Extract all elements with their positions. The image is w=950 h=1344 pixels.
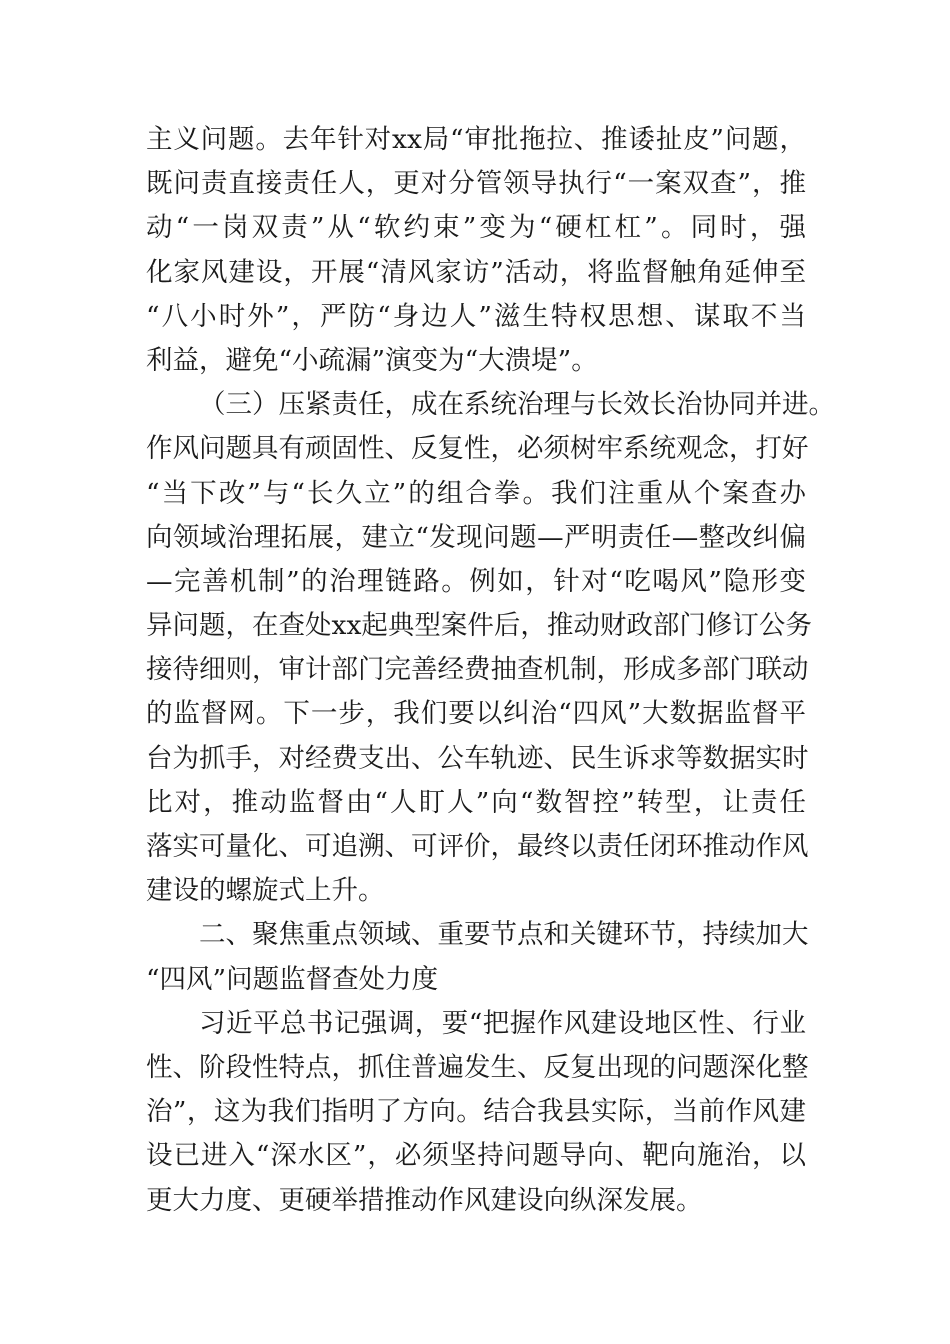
text-line: “当下改”与“长久立”的组合拳。我们注重从个案查办 xyxy=(146,477,806,509)
body-text xyxy=(146,118,835,1223)
text-line: 建设的螺旋式上升。 xyxy=(146,875,385,907)
text-line: 利益，避免“小疏漏”演变为“大溃堤”。 xyxy=(146,344,598,376)
text-line: “八小时外”，严防“身边人”滋生特权思想、谋取不当 xyxy=(146,300,806,332)
text-line: 动“一岗双责”从“软约束”变为“硬杠杠”。同时，强 xyxy=(146,212,806,244)
text-line: 主义问题。去年针对xx局“审批拖拉、推诿扯皮”问题， xyxy=(146,124,806,155)
section-heading-2: 二、聚焦重点领域、重要节点和关键环节，持续加大 xyxy=(199,919,809,951)
section-heading-3: （三）压紧责任，成在系统治理与长效长治协同并进。 xyxy=(199,389,835,421)
text-line: 习近平总书记强调，要“把握作风建设地区性、行业 xyxy=(199,1007,806,1039)
text-line: —完善机制”的治理链路。例如，针对“吃喝风”隐形变 xyxy=(146,565,806,597)
text-line: 治”，这为我们指明了方向。结合我县实际，当前作风建 xyxy=(146,1096,806,1128)
text-line: 异问题，在查处xx起典型案件后，推动财政部门修订公务 xyxy=(146,610,812,642)
text-line: 接待细则，审计部门完善经费抽查机制，形成多部门联动 xyxy=(146,654,809,686)
section-heading-2-continued: “四风”问题监督查处力度 xyxy=(146,963,439,995)
text-line: 化家风建设，开展“清风家访”活动，将监督触角延伸至 xyxy=(146,256,806,288)
text-line: 落实可量化、可追溯、可评价，最终以责任闭环推动作风 xyxy=(146,831,809,862)
text-line: 台为抓手，对经费支出、公车轨迹、民生诉求等数据实时 xyxy=(146,742,809,774)
text-line: 比对，推动监督由“人盯人”向“数智控”转型，让责任 xyxy=(146,786,806,818)
text-line: 性、阶段性特点，抓住普遍发生、反复出现的问题深化整 xyxy=(146,1051,809,1083)
text-line: 的监督网。下一步，我们要以纠治“四风”大数据监督平 xyxy=(146,698,806,730)
text-line: 作风问题具有顽固性、反复性，必须树牢系统观念，打好 xyxy=(146,433,809,465)
text-line: 设已进入“深水区”，必须坚持问题导向、靶向施治，以 xyxy=(146,1140,806,1172)
text-line: 向领域治理拓展，建立“发现问题—严明责任—整改纠偏 xyxy=(146,521,806,553)
text-line: 既问责直接责任人，更对分管领导执行“一案双查”，推 xyxy=(146,168,806,200)
text-line: 更大力度、更硬举措推动作风建设向纵深发展。 xyxy=(146,1184,703,1216)
